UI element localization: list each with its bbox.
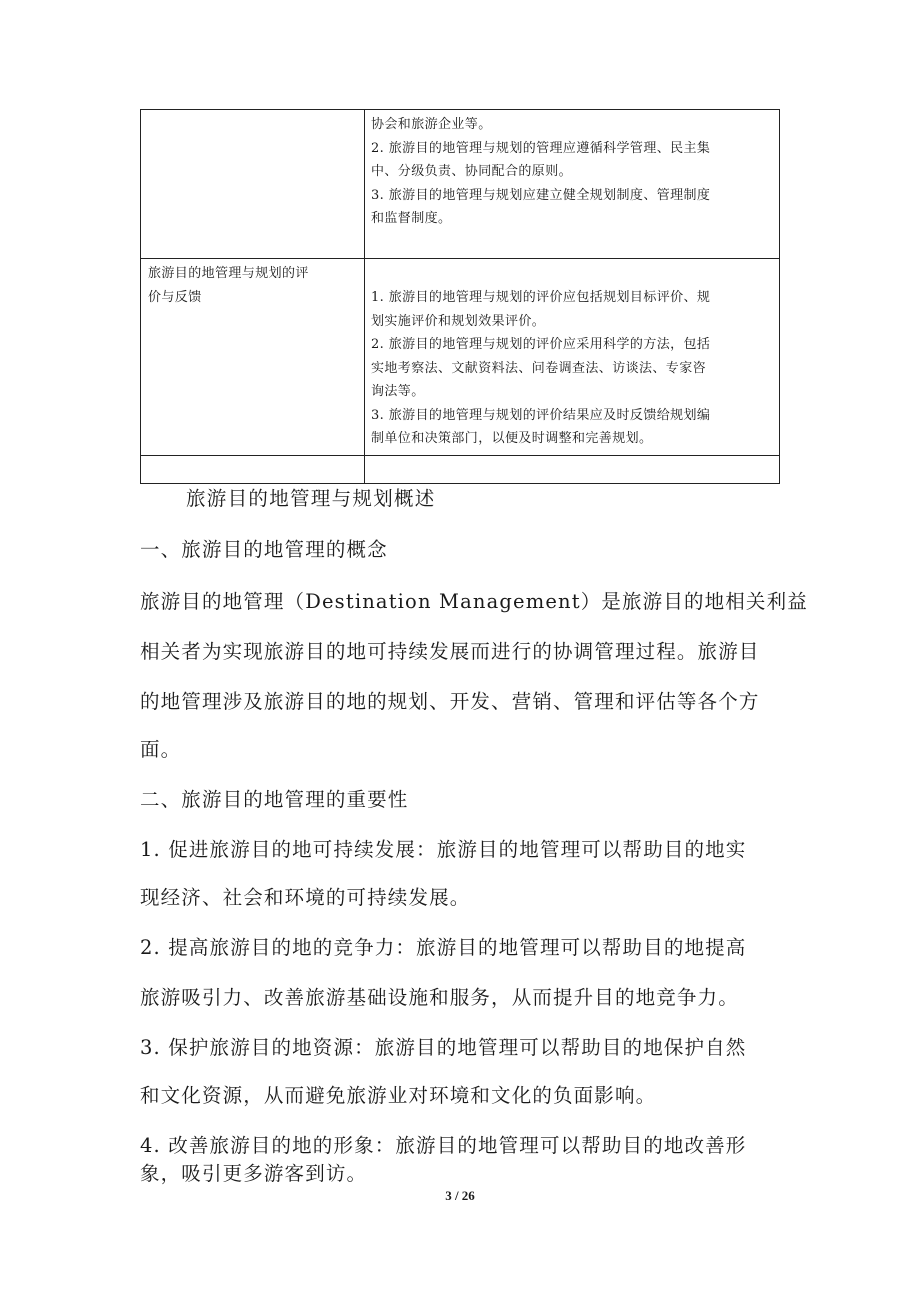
table-cell-line: 2. 旅游目的地管理与规划的评价应采用科学的方法，包括 <box>371 337 711 352</box>
table-cell-empty <box>141 456 365 484</box>
table-cell-management-principles <box>365 110 780 259</box>
table-cell-line: 2. 旅游目的地管理与规划的管理应遵循科学管理、民主集 <box>371 140 711 156</box>
table-cell-empty <box>365 456 780 484</box>
section-heading: 一、旅游目的地管理的概念 <box>140 538 388 561</box>
table-row <box>141 456 780 484</box>
content-table <box>140 109 780 484</box>
paragraph-line: 现经济、社会和环境的可持续发展。 <box>140 886 471 909</box>
table-cell-line: 中、分级负责、协同配合的原则。 <box>371 164 573 179</box>
paragraph-line: 1. 促进旅游目的地可持续发展：旅游目的地管理可以帮助目的地实 <box>140 838 747 861</box>
document-title: 旅游目的地管理与规划概述 <box>186 487 436 510</box>
table-cell-line: 3. 旅游目的地管理与规划的评价结果应及时反馈给规划编 <box>371 407 711 423</box>
table-cell-line: 划实施评价和规划效果评价。 <box>371 313 546 329</box>
table-cell-line: 协会和旅游企业等。 <box>371 117 492 132</box>
paragraph-line: 旅游吸引力、改善旅游基础设施和服务，从而提升目的地竞争力。 <box>140 986 739 1009</box>
paragraph-line: 4. 改善旅游目的地的形象：旅游目的地管理可以帮助目的地改善形 <box>140 1134 747 1157</box>
table-cell-line: 旅游目的地管理与规划的评 <box>148 266 309 281</box>
table-cell-line: 询法等。 <box>371 384 425 399</box>
table-cell-line: 实地考察法、文献资料法、问卷调查法、访谈法、专家咨 <box>371 360 707 376</box>
table-row <box>141 259 780 456</box>
table-row <box>141 110 780 259</box>
paragraph-line: 和文化资源，从而避免旅游业对环境和文化的负面影响。 <box>140 1084 657 1107</box>
table-cell-line: 价与反馈 <box>148 289 202 305</box>
table-cell-line: 和监督制度。 <box>371 211 452 226</box>
table-cell-evaluation-content <box>365 259 780 456</box>
table-cell-line: 3. 旅游目的地管理与规划应建立健全规划制度、管理制度 <box>371 187 711 203</box>
page-number: 3 / 26 <box>445 1188 475 1203</box>
table-cell-line: 1. 旅游目的地管理与规划的评价应包括规划目标评价、规 <box>371 290 711 305</box>
paragraph-line: 象，吸引更多游客到访。 <box>140 1162 368 1185</box>
paragraph-line: 旅游目的地管理（Destination Management）是旅游目的地相关利益 <box>140 590 808 613</box>
table-cell-evaluation-label <box>141 259 365 456</box>
paragraph-line: 3. 保护旅游目的地资源：旅游目的地管理可以帮助目的地保护自然 <box>140 1036 747 1059</box>
paragraph-line: 相关者为实现旅游目的地可持续发展而进行的协调管理过程。旅游目 <box>140 640 760 663</box>
table-cell-empty <box>141 110 365 259</box>
paragraph-line: 面。 <box>140 738 182 761</box>
table-cell-line: 制单位和决策部门，以便及时调整和完善规划。 <box>371 431 653 446</box>
section-heading: 二、旅游目的地管理的重要性 <box>140 788 409 811</box>
paragraph-line: 2. 提高旅游目的地的竞争力：旅游目的地管理可以帮助目的地提高 <box>140 936 747 959</box>
paragraph-line: 的地管理涉及旅游目的地的规划、开发、营销、管理和评估等各个方 <box>140 690 760 713</box>
